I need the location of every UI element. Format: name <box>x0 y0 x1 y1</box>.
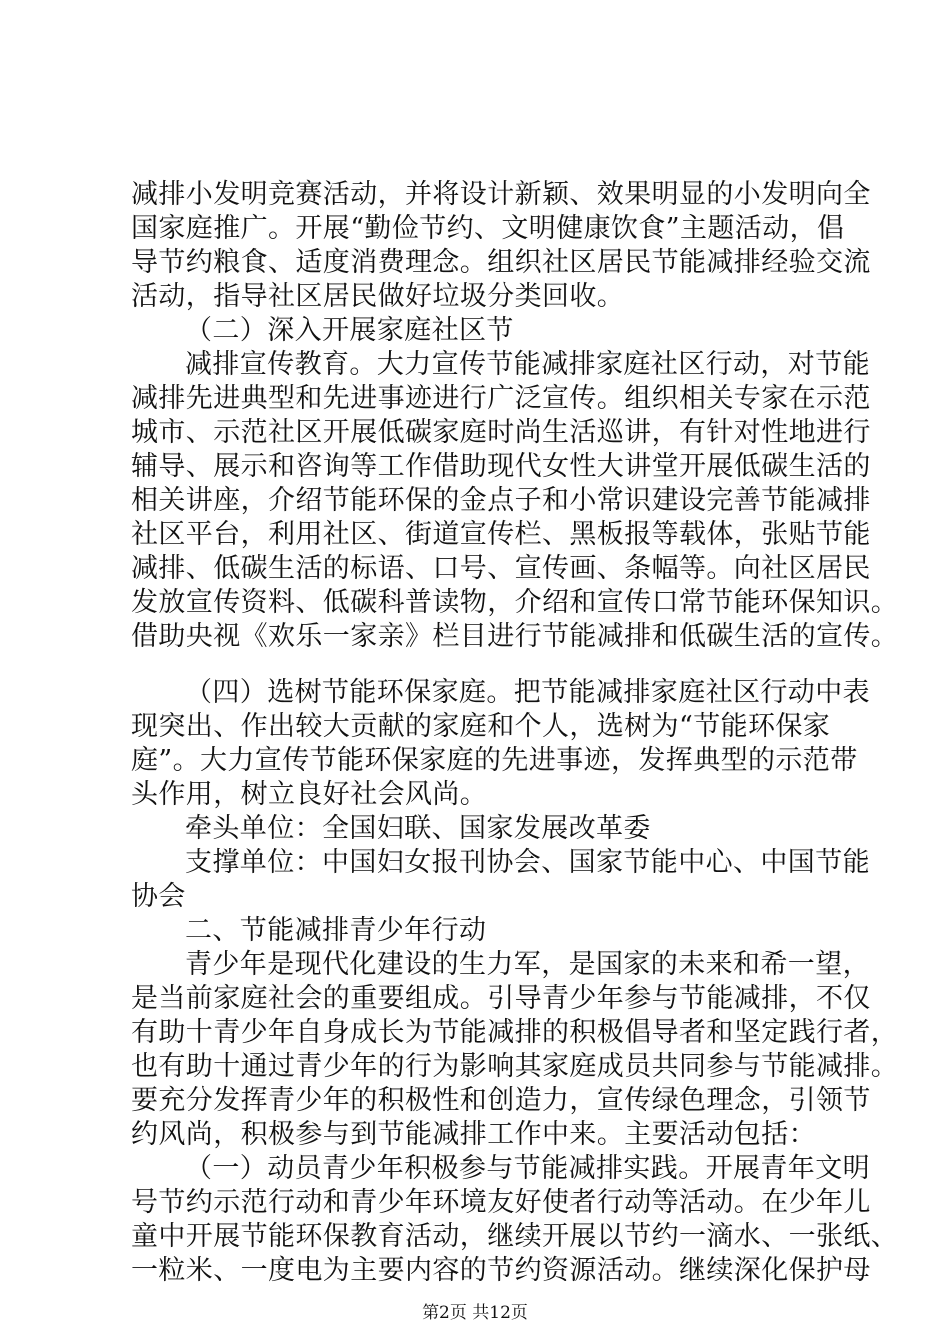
body-text-line: 庭”。大力宣传节能环保家庭的先进事迹，发挥典型的示范带 <box>131 745 858 776</box>
body-text-line: 现突出、作出较大贡献的家庭和个人，选树为“节能环保家 <box>131 711 831 742</box>
body-text-line: 一粒米、一度电为主要内容的节约资源活动。继续深化保护母 <box>131 1255 871 1286</box>
body-text-line: 国家庭推广。开展“勤俭节约、文明健康饮食”主题活动，倡 <box>131 213 845 244</box>
body-text-line: 减排宣传教育。大力宣传节能减排家庭社区行动，对节能 <box>185 349 870 380</box>
body-text-line: 相关讲座，介绍节能环保的金点子和小常识建设完善节能减排 <box>131 485 871 516</box>
body-text-line: 减排、低碳生活的标语、口号、宣传画、条幅等。向社区居民 <box>131 553 871 584</box>
body-text-line: 也有助十通过青少年的行为影响其家庭成员共同参与节能减排。 <box>131 1051 899 1082</box>
section-heading: （二）深入开展家庭社区节 <box>185 315 514 346</box>
body-text-line: 辅导、展示和咨询等工作借助现代女性大讲堂开展低碳生活的 <box>131 451 871 482</box>
body-text-line: 发放宣传资料、低碳科普读物，介绍和宣传口常节能环保知识。 <box>131 587 899 618</box>
support-unit-line: 支撑单位：中国妇女报刊协会、国家节能中心、中国节能 <box>185 847 870 878</box>
body-text-line: 城市、示范社区开展低碳家庭时尚生活巡讲，有针对性地进行 <box>131 417 871 448</box>
body-text-line: 是当前家庭社会的重要组成。引导青少年参与节能减排，不仅 <box>131 983 871 1014</box>
section-paragraph-start: （一）动员青少年积极参与节能减排实践。开展青年文明 <box>185 1153 870 1184</box>
page-number-footer: 第2页 共12页 <box>422 1303 528 1323</box>
body-text-line: 童中开展节能环保教育活动，继续开展以节约一滴水、一张纸、 <box>131 1221 899 1252</box>
body-text-line: 约风尚，积极参与到节能减排工作中来。主要活动包括： <box>131 1119 816 1150</box>
body-text-line: 借助央视《欢乐一家亲》栏目进行节能减排和低碳生活的宣传。 <box>131 621 899 652</box>
body-text-line: 号节约示范行动和青少年环境友好使者行动等活动。在少年儿 <box>131 1187 871 1218</box>
body-text-line: 社区平台，利用社区、街道宣传栏、黑板报等载体，张贴节能 <box>131 519 871 550</box>
lead-unit-line: 牵头单位：全国妇联、国家发展改革委 <box>185 813 651 844</box>
body-text-line: 活动，指导社区居民做好垃圾分类回收。 <box>131 281 625 312</box>
body-text-line: 要充分发挥青少年的积极性和创造力，宣传绿色理念，引领节 <box>131 1085 871 1116</box>
body-text-line: 协会 <box>131 881 186 912</box>
body-text-line: 有助十青少年自身成长为节能减排的积极倡导者和坚定践行者， <box>131 1017 899 1048</box>
section-heading: 二、节能减排青少年行动 <box>185 915 487 946</box>
body-text-line: 青少年是现代化建设的生力军，是国家的未来和希一望， <box>185 949 870 980</box>
section-paragraph-start: （四）选树节能环保家庭。把节能减排家庭社区行动中表 <box>185 677 870 708</box>
body-text-line: 减排小发明竞赛活动，并将设计新颖、效果明显的小发明向全 <box>131 179 871 210</box>
body-text-line: 减排先进典型和先进事迹进行广泛宣传。组织相关专家在示范 <box>131 383 871 414</box>
body-text-line: 导节约粮食、适度消费理念。组织社区居民节能减排经验交流 <box>131 247 871 278</box>
body-text-line: 头作用，树立良好社会风尚。 <box>131 779 488 810</box>
